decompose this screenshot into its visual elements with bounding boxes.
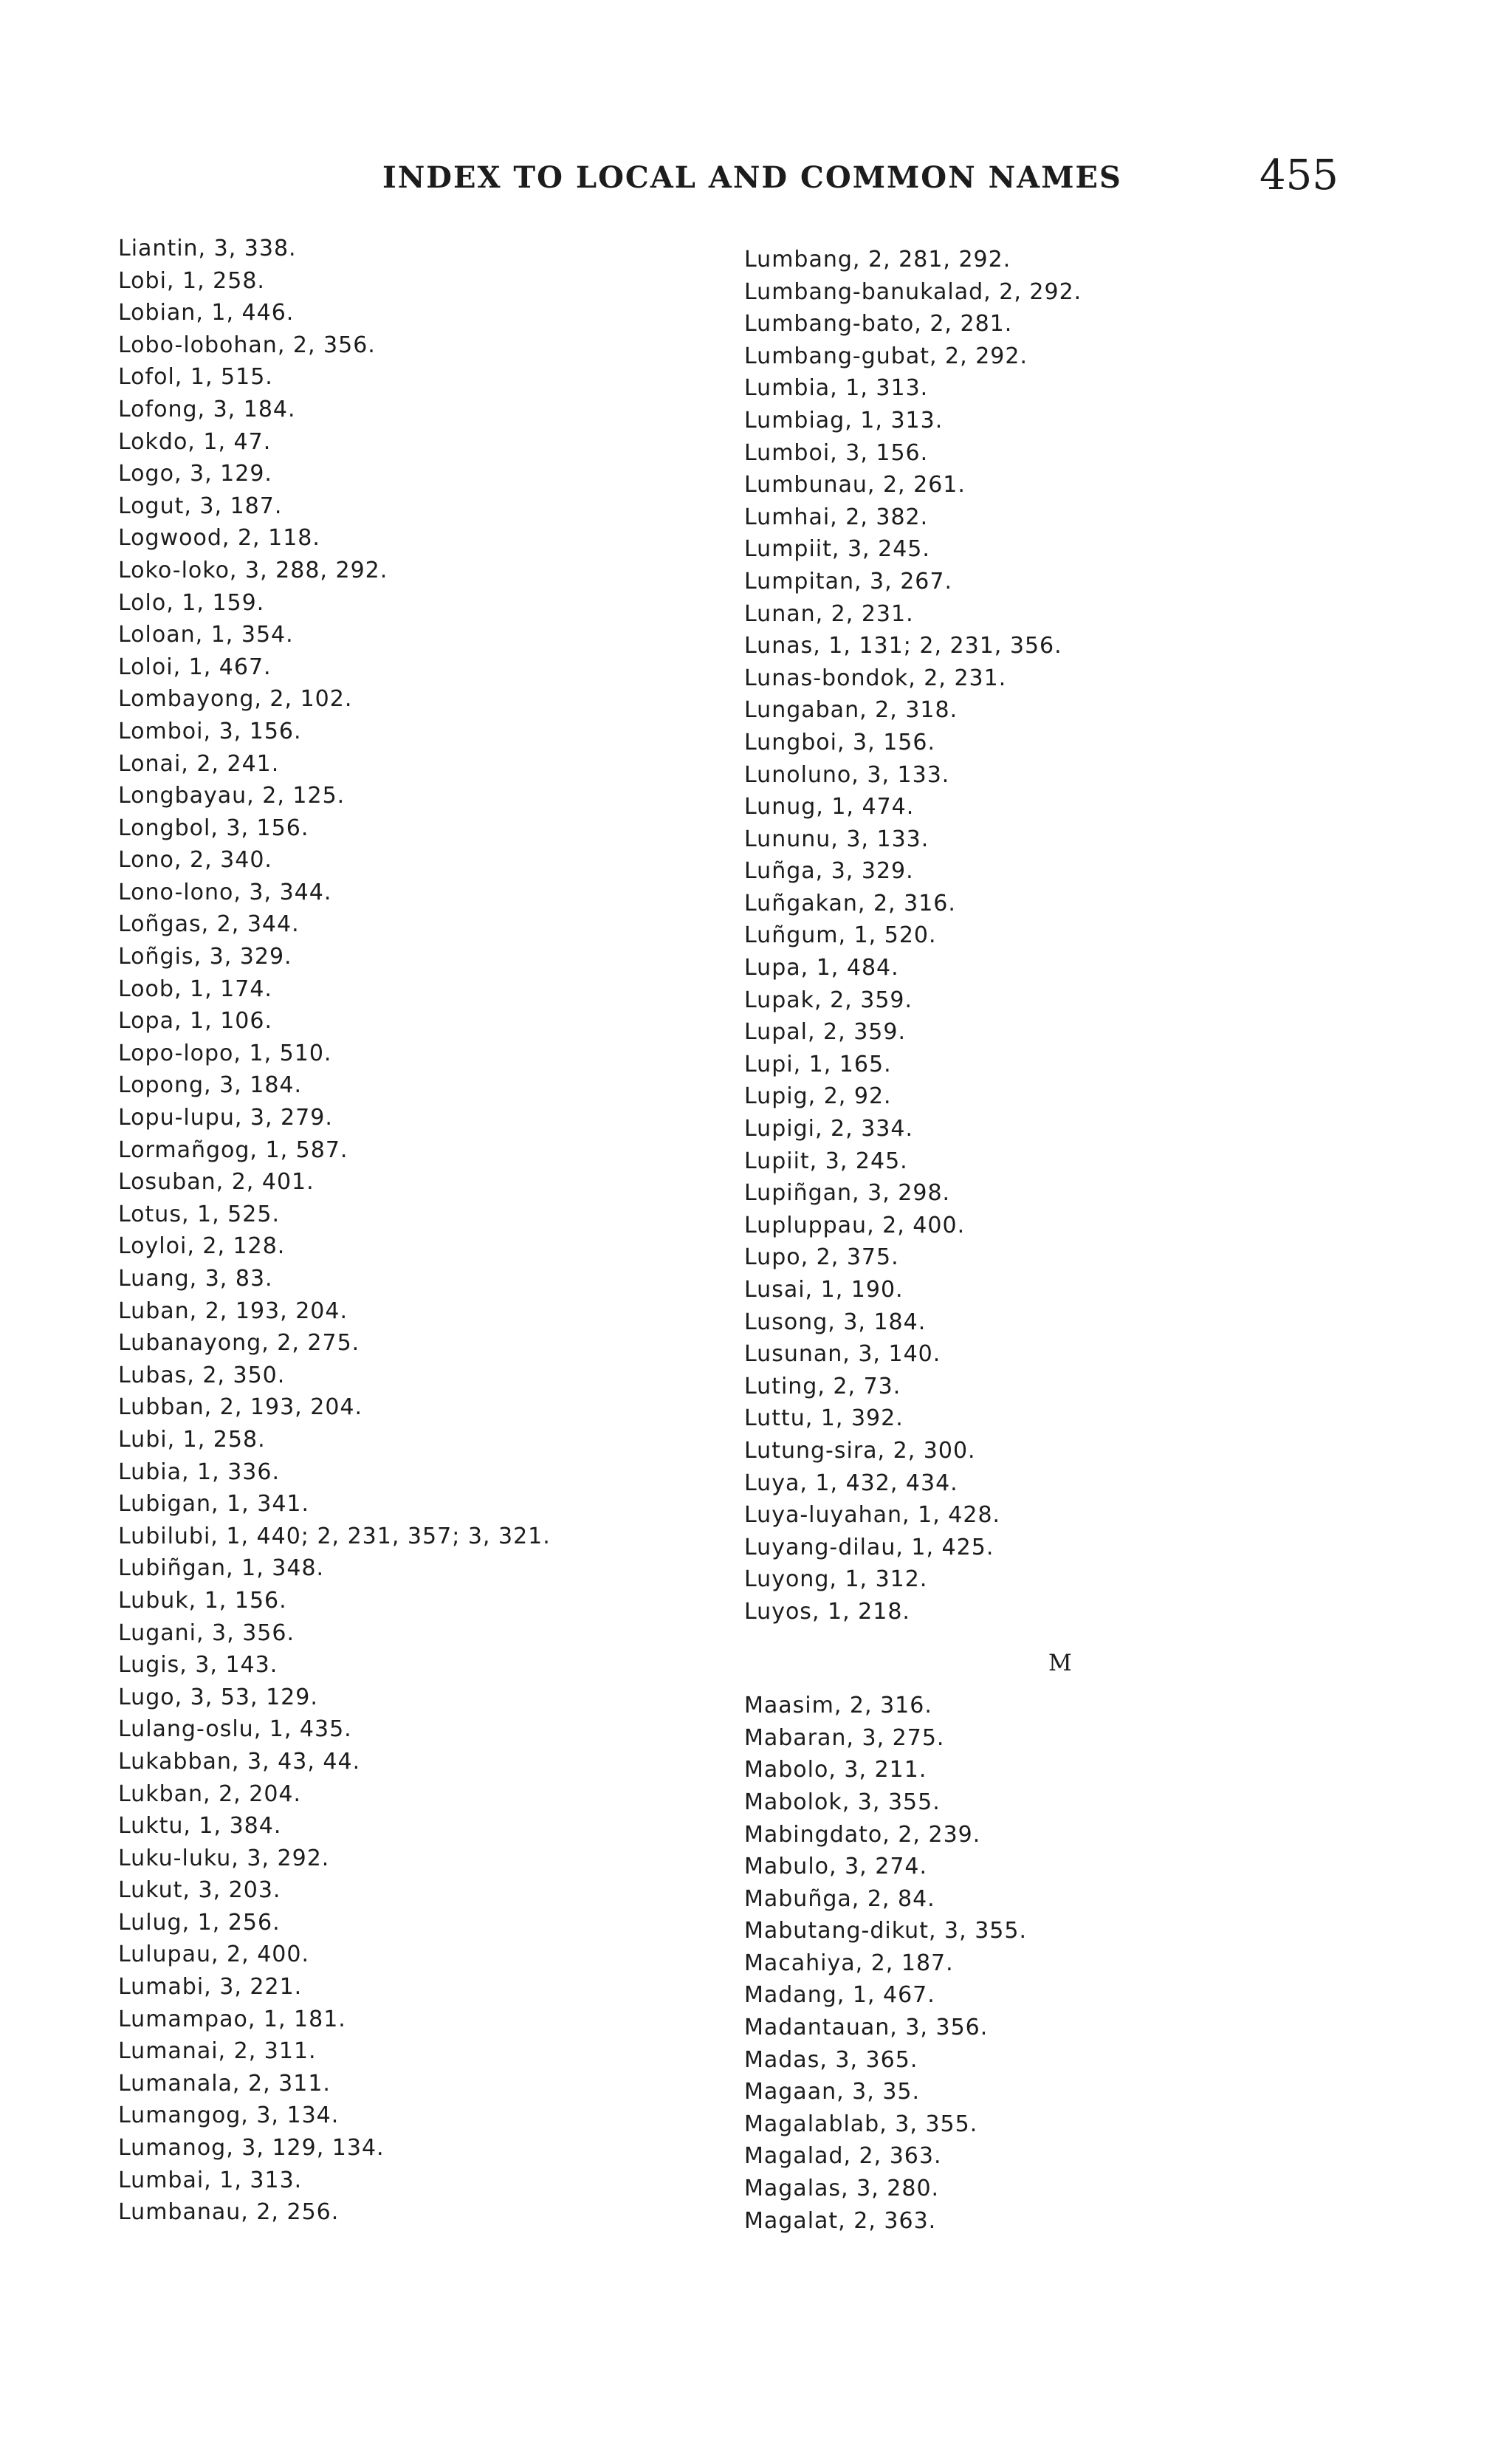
index-entry: Lubigan, 1, 341. (118, 1491, 310, 1518)
index-entry: Lumampao, 1, 181. (118, 2006, 346, 2032)
index-entry: Lunas-bondok, 2, 231. (744, 665, 1007, 691)
index-entry: Magaan, 3, 35. (744, 2079, 921, 2105)
index-entry: Lukban, 2, 204. (118, 1780, 302, 1807)
index-entry: Lununu, 3, 133. (744, 826, 929, 852)
index-entry: Lulug, 1, 256. (118, 1909, 281, 1936)
index-entry: Loloi, 1, 467. (118, 654, 272, 680)
index-entry: Lumbang-gubat, 2, 292. (744, 343, 1028, 369)
index-entry: Lukut, 3, 203. (118, 1877, 281, 1904)
index-entry: Lubban, 2, 193, 204. (118, 1394, 363, 1421)
index-entry: Loob, 1, 174. (118, 976, 272, 1002)
index-entry: Lugani, 3, 356. (118, 1619, 295, 1646)
index-entry: Maasim, 2, 316. (744, 1693, 932, 1719)
index-entry: Mabulo, 3, 274. (744, 1854, 928, 1880)
index-entry: Loko-loko, 3, 288, 292. (118, 557, 388, 583)
index-entry: Lunug, 1, 474. (744, 794, 915, 820)
index-entry: Lumbai, 1, 313. (118, 2167, 303, 2193)
index-entry: Lubilubi, 1, 440; 2, 231, 357; 3, 321. (118, 1523, 551, 1549)
index-entry: Lofong, 3, 184. (118, 396, 296, 422)
index-entry: Loloan, 1, 354. (118, 622, 294, 648)
index-entry: Longbayau, 2, 125. (118, 783, 346, 809)
left-index-column (118, 233, 551, 2229)
index-entry: Lupig, 2, 92. (744, 1083, 892, 1110)
l-entries (744, 244, 1082, 1628)
running-head: INDEX TO LOCAL AND COMMON NAMES (382, 160, 1122, 195)
index-entry: Loñgis, 3, 329. (118, 944, 292, 970)
index-entry: Lobian, 1, 446. (118, 300, 295, 326)
index-entry: Luban, 2, 193, 204. (118, 1298, 348, 1324)
index-entry: Lumhai, 2, 382. (744, 504, 929, 530)
index-entry: Lunoluno, 3, 133. (744, 761, 950, 788)
index-entry: Lumbiag, 1, 313. (744, 407, 944, 433)
index-entry: Luyos, 1, 218. (744, 1598, 910, 1625)
index-entry: Lumbang-bato, 2, 281. (744, 311, 1013, 337)
index-entry: Logwood, 2, 118. (118, 525, 320, 552)
index-entry: Lono-lono, 3, 344. (118, 879, 332, 905)
right-index-column (744, 244, 1082, 2237)
index-entry: Lumbang, 2, 281, 292. (744, 247, 1011, 273)
index-entry: Lumbunau, 2, 261. (744, 472, 966, 498)
index-entry: Lopo-lopo, 1, 510. (118, 1040, 332, 1066)
index-entry: Lubi, 1, 258. (118, 1426, 266, 1453)
index-entry: Lokdo, 1, 47. (118, 428, 272, 455)
index-entry: Magalat, 2, 363. (744, 2207, 937, 2234)
index-entry: Lumpitan, 3, 267. (744, 568, 952, 594)
index-entry: Lolo, 1, 159. (118, 589, 265, 616)
index-entry: Loñgas, 2, 344. (118, 911, 300, 938)
index-entry: Lonai, 2, 241. (118, 750, 280, 777)
index-entry: Lupal, 2, 359. (744, 1019, 906, 1046)
section-letter-m: M (1048, 1649, 1073, 1676)
index-entry: Logut, 3, 187. (118, 493, 283, 519)
index-entry: Mabaran, 3, 275. (744, 1724, 945, 1751)
index-entry: Lubuk, 1, 156. (118, 1587, 287, 1614)
index-entry: Lubanayong, 2, 275. (118, 1330, 360, 1357)
index-entry: Lobo-lobohan, 2, 356. (118, 332, 376, 358)
index-entry: Lugo, 3, 53, 129. (118, 1684, 318, 1710)
index-entry: Lungaban, 2, 318. (744, 697, 958, 724)
index-entry: Lumanog, 3, 129, 134. (118, 2135, 385, 2162)
index-entry: Longbol, 3, 156. (118, 815, 309, 841)
index-entry: Madang, 1, 467. (744, 1982, 935, 2009)
index-entry: Luñgum, 1, 520. (744, 922, 937, 949)
index-entry: Lubas, 2, 350. (118, 1362, 286, 1388)
index-entry: Lono, 2, 340. (118, 847, 272, 874)
index-entry: Loyloi, 2, 128. (118, 1233, 286, 1260)
index-entry: Lubia, 1, 336. (118, 1459, 280, 1485)
index-entry: Magalablab, 3, 355. (744, 2111, 978, 2137)
index-entry: Lopong, 3, 184. (118, 1072, 303, 1099)
index-entry: Mabolo, 3, 211. (744, 1757, 927, 1783)
index-entry: Lopa, 1, 106. (118, 1008, 272, 1035)
index-entry: Lupluppau, 2, 400. (744, 1212, 966, 1238)
index-entry: Lunan, 2, 231. (744, 600, 914, 627)
index-entry: Luttu, 1, 392. (744, 1405, 904, 1432)
index-entry: Mabuñga, 2, 84. (744, 1885, 935, 1912)
index-entry: Luya-luyahan, 1, 428. (744, 1502, 1001, 1529)
index-entry: Magalad, 2, 363. (744, 2143, 942, 2170)
index-entry: Lumbang-banukalad, 2, 292. (744, 278, 1082, 305)
index-entry: Lumabi, 3, 221. (118, 1974, 303, 2001)
index-entry: Lofol, 1, 515. (118, 364, 273, 391)
index-entry: Luyong, 1, 312. (744, 1566, 928, 1593)
index-entry: Lupo, 2, 375. (744, 1244, 899, 1271)
index-entry: Lumboi, 3, 156. (744, 439, 929, 466)
index-entry: Lupa, 1, 484. (744, 955, 899, 981)
index-entry: Luñgakan, 2, 316. (744, 890, 956, 916)
index-entry: Macahiya, 2, 187. (744, 1950, 954, 1976)
m-entries (744, 1690, 1082, 2237)
index-entry: Lusai, 1, 190. (744, 1277, 904, 1303)
index-entry: Lumanala, 2, 311. (118, 2070, 331, 2097)
index-entry: Lupak, 2, 359. (744, 987, 913, 1013)
index-entry: Luya, 1, 432, 434. (744, 1470, 958, 1496)
index-entry: Madas, 3, 365. (744, 2046, 918, 2073)
index-entry: Lubiñgan, 1, 348. (118, 1555, 325, 1582)
index-entry: Lulupau, 2, 400. (118, 1941, 310, 1968)
index-entry: Lupigi, 2, 334. (744, 1116, 913, 1142)
page-number: 455 (1260, 151, 1339, 199)
index-entry: Mabolok, 3, 355. (744, 1789, 941, 1815)
index-entry: Lumangog, 3, 134. (118, 2102, 340, 2129)
index-entry: Lumanai, 2, 311. (118, 2038, 317, 2065)
index-entry: Luñga, 3, 329. (744, 858, 914, 885)
index-entry: Lukabban, 3, 43, 44. (118, 1748, 361, 1775)
index-entry: Luktu, 1, 384. (118, 1813, 282, 1840)
index-entry: Lobi, 1, 258. (118, 267, 265, 294)
index-entry: Magalas, 3, 280. (744, 2176, 940, 2202)
index-entry: Lusong, 3, 184. (744, 1309, 927, 1335)
index-entry: Lormañgog, 1, 587. (118, 1137, 348, 1163)
index-entry: Lupiit, 3, 245. (744, 1148, 908, 1174)
index-entry: Mabutang-dikut, 3, 355. (744, 1918, 1027, 1944)
index-entry: Luyang-dilau, 1, 425. (744, 1534, 994, 1560)
page-header (0, 151, 1512, 210)
index-entry: Lupiñgan, 3, 298. (744, 1180, 951, 1207)
index-entry: Losuban, 2, 401. (118, 1169, 315, 1196)
index-entry: Lumbia, 1, 313. (744, 375, 929, 402)
index-entry: Lusunan, 3, 140. (744, 1341, 941, 1368)
index-entry: Lupi, 1, 165. (744, 1051, 892, 1077)
index-entry: Luting, 2, 73. (744, 1373, 901, 1399)
index-entry: Lumbanau, 2, 256. (118, 2199, 340, 2226)
index-entry: Lulang-oslu, 1, 435. (118, 1716, 352, 1743)
index-entry: Lotus, 1, 525. (118, 1201, 280, 1227)
index-entry: Lugis, 3, 143. (118, 1652, 278, 1679)
index-entry: Lopu-lupu, 3, 279. (118, 1105, 333, 1131)
index-entry: Lomboi, 3, 156. (118, 718, 302, 744)
index-entry: Liantin, 3, 338. (118, 236, 297, 261)
index-entry: Madantauan, 3, 356. (744, 2015, 989, 2041)
index-entry: Lumpiit, 3, 245. (744, 536, 930, 563)
index-entry: Luku-luku, 3, 292. (118, 1845, 330, 1871)
index-entry: Luang, 3, 83. (118, 1266, 273, 1292)
index-entry: Lombayong, 2, 102. (118, 686, 353, 713)
index-entry: Lunas, 1, 131; 2, 231, 356. (744, 633, 1062, 659)
index-entry: Lungboi, 3, 156. (744, 729, 936, 755)
index-entry: Lutung-sira, 2, 300. (744, 1437, 976, 1464)
index-entry: Mabingdato, 2, 239. (744, 1821, 981, 1848)
index-entry: Logo, 3, 129. (118, 461, 272, 487)
